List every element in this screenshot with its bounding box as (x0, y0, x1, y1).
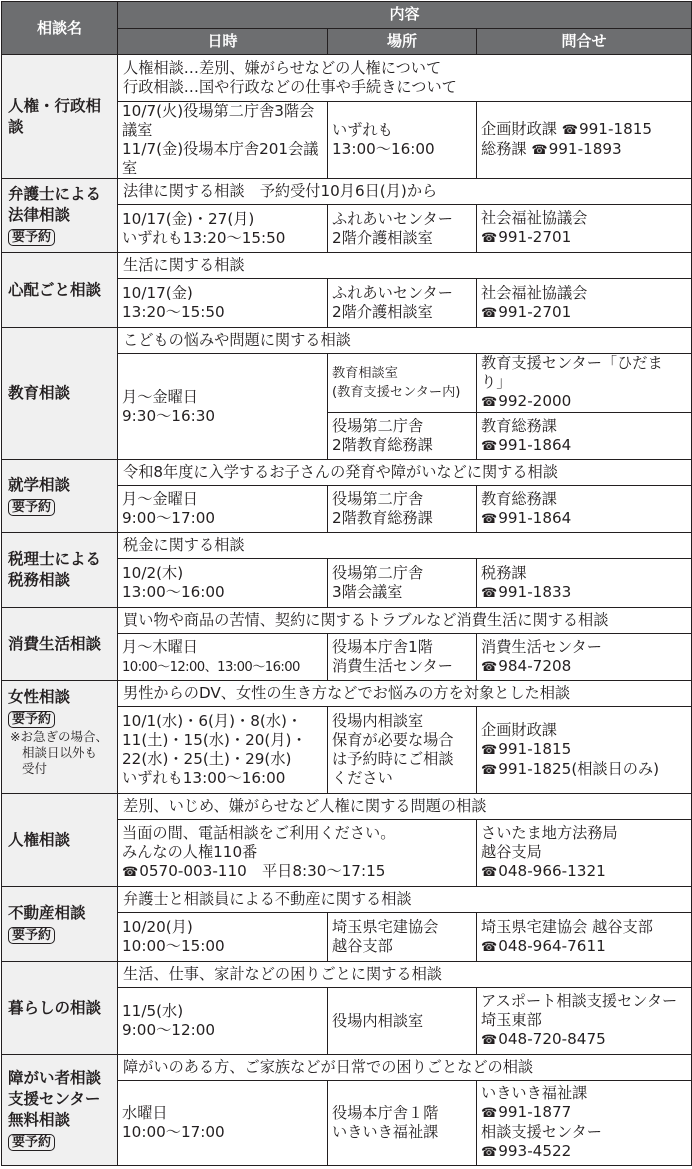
phone-icon: ☎ (481, 1033, 498, 1048)
contact-tel: 991-1893 (548, 140, 622, 158)
contact-tel: 048-964-7611 (498, 936, 606, 955)
phone-icon: ☎ (481, 511, 498, 527)
contact (477, 634, 692, 681)
phone-icon: ☎ (481, 231, 498, 246)
contact-tel: 993-4522 (498, 1142, 572, 1160)
datetime: 10/17(金) 13:20〜15:50 (118, 279, 328, 328)
contact-org: 教育総務課 (481, 489, 557, 508)
place: 役場第二庁舎 2階教育総務課 (328, 413, 477, 460)
row-shinpaigoto (2, 253, 692, 279)
contact-tel: 991-1815 (498, 739, 572, 758)
description: 法律に関する相談 予約受付10月6日(月)から (118, 179, 692, 205)
contact-tel: 991-1825(相談日のみ) (498, 759, 660, 778)
place: いずれも 13:00〜16:00 (328, 102, 477, 179)
place: 埼玉県宅建協会 越谷支部 (328, 913, 477, 962)
contact-org: 企画財政課 (481, 120, 557, 138)
category-name: 教育相談 (2, 328, 118, 460)
place: ふれあいセンター 2階介護相談室 (328, 205, 477, 253)
place: 役場本庁舎１階 いきいき福祉課 (328, 1081, 477, 1166)
contact (477, 559, 692, 608)
category-name: 不動産相談 (8, 904, 86, 922)
row-kurashi (2, 962, 692, 988)
row-kyoiku (2, 328, 692, 354)
datetime-days: 月〜木曜日 (122, 637, 198, 656)
contact-tel: 048-720-8475 (498, 1030, 606, 1048)
datetime: 10/2(木) 13:00〜16:00 (118, 559, 328, 608)
contact (477, 279, 692, 328)
category-name: 消費生活相談 (2, 608, 118, 681)
description: 生活、仕事、家計などの困りごとに関する相談 (118, 962, 692, 988)
phone-icon: ☎ (481, 585, 498, 601)
description: 人権相談…差別、嫌がらせなどの人権について 行政相談…国や行政などの仕事や手続きについて (118, 55, 692, 102)
detail-text: 当面の間、電話相談をご利用ください。 みんなの人権110番 (122, 824, 396, 861)
reservation-required-badge: 要予約 (8, 499, 55, 516)
row-bengoshi (2, 179, 692, 205)
phone-icon: ☎ (481, 305, 498, 321)
contact-org: いきいき福祉課 (481, 1084, 588, 1102)
category-cell (2, 179, 118, 253)
contact-tel: 991-1864 (498, 508, 572, 527)
contact-tel: 991-1864 (498, 435, 572, 454)
detail-tel: 0570-003-110 平日8:30〜17:15 (139, 862, 386, 880)
contact-tel: 991-2701 (498, 228, 572, 246)
reservation-required-badge: 要予約 (8, 1134, 55, 1151)
contact-org: さいたま地方法務局 越谷支局 (481, 824, 618, 861)
phone-icon: ☎ (481, 395, 498, 410)
datetime: 10/1(水)・6(月)・8(水)・ 11(土)・15(水)・20(月)・ 22(水)・25(土)・29(水) いずれも13:00〜16:00 (118, 707, 328, 794)
row-jinken-gyosei (2, 55, 692, 102)
contact-org: 税務課 (481, 563, 527, 582)
datetime: 10/7(火)役場第二庁舎3階会議室 11/7(金)役場本庁舎201会議室 (118, 102, 328, 179)
place: 役場内相談室 保育が必要な場合 は予約時にご相談 ください (328, 707, 477, 794)
description: こどもの悩みや問題に関する相談 (118, 328, 692, 354)
category-cell (2, 460, 118, 533)
contact-org: 埼玉県宅建協会 越谷支部 (481, 917, 653, 936)
phone-icon: ☎ (481, 742, 498, 758)
reservation-required-badge: 要予約 (8, 229, 55, 246)
description: 税金に関する相談 (118, 533, 692, 559)
header-datetime: 日時 (118, 28, 328, 55)
row-shohiseikatsu (2, 608, 692, 634)
contact-org: 社会福祉協議会 (481, 283, 588, 302)
category-name: 人権相談 (2, 794, 118, 887)
contact (477, 913, 692, 962)
detail (118, 820, 477, 887)
category-name: 人権・行政相談 (2, 55, 118, 179)
row-josei (2, 681, 692, 707)
description: 差別、いじめ、嫌がらせなど人権に関する問題の相談 (118, 794, 692, 820)
place: 役場第二庁舎 2階教育総務課 (328, 486, 477, 533)
reservation-required-badge: 要予約 (8, 927, 55, 944)
contact-tel: 991-2701 (498, 302, 572, 321)
datetime: 10/17(金)・27(月) いずれも13:20〜15:50 (118, 205, 328, 253)
contact-org: 消費生活センター (481, 637, 602, 656)
reservation-required-badge: 要予約 (8, 711, 55, 728)
phone-icon: ☎ (122, 865, 139, 880)
contact-tel: 992-2000 (498, 392, 572, 410)
contact-org: 相談支援センター (481, 1123, 602, 1141)
header-row (2, 2, 692, 29)
contact-tel: 048-966-1321 (498, 862, 606, 880)
contact (477, 354, 692, 413)
phone-icon: ☎ (531, 143, 548, 158)
row-shugaku (2, 460, 692, 486)
contact-tel: 991-1815 (578, 120, 653, 138)
contact-org: 教育支援センター「ひだまり」 (481, 354, 663, 391)
description: 買い物や商品の苦情、契約に関するトラブルなど消費生活に関する相談 (118, 608, 692, 634)
datetime-hours: 10:00〜12:00、13:00〜16:00 (122, 659, 300, 675)
phone-icon: ☎ (481, 865, 498, 880)
place: 役場内相談室 (328, 988, 477, 1055)
contact (477, 102, 692, 179)
contact-org: アスポート相談支援センター 埼玉東部 (481, 992, 678, 1029)
description: 男性からのDV、女性の生き方などでお悩みの方を対象とした相談 (118, 681, 692, 707)
category-name: 暮らしの相談 (2, 962, 118, 1055)
urgent-note: ※お急ぎの場合、 相談日以外も 受付 (10, 729, 108, 776)
phone-icon: ☎ (481, 1145, 498, 1160)
phone-icon: ☎ (481, 939, 498, 955)
category-name: 女性相談 (8, 688, 71, 706)
row-zeirishi (2, 533, 692, 559)
place: ふれあいセンター 2階介護相談室 (328, 279, 477, 328)
place: 役場本庁舎1階 消費生活センター (328, 634, 477, 681)
row-fudosan (2, 887, 692, 913)
contact (477, 1081, 692, 1166)
contact (477, 413, 692, 460)
contact (477, 988, 692, 1055)
category-name: 弁護士による 法律相談 (8, 185, 102, 224)
phone-icon: ☎ (481, 762, 498, 778)
header-category: 相談名 (2, 2, 118, 55)
contact-org: 総務課 (481, 140, 527, 158)
contact-tel: 991-1833 (498, 582, 572, 601)
contact-org: 教育総務課 (481, 416, 557, 435)
contact-org: 企画財政課 (481, 720, 557, 739)
contact (477, 486, 692, 533)
phone-icon: ☎ (481, 438, 498, 454)
consultation-table (1, 1, 692, 1166)
category-cell (2, 887, 118, 962)
description: 生活に関する相談 (118, 253, 692, 279)
place: 役場第二庁舎 3階会議室 (328, 559, 477, 608)
phone-icon: ☎ (481, 659, 498, 675)
datetime (118, 634, 328, 681)
category-cell (2, 681, 118, 794)
category-name: 就学相談 (8, 476, 71, 494)
description: 障がいのある方、ご家族などが日常での困りごとなどの相談 (118, 1055, 692, 1081)
header-content: 内容 (118, 2, 692, 29)
row-jinken (2, 794, 692, 820)
category-name: 障がい者相談 支援センター 無料相談 (8, 1069, 102, 1129)
datetime: 水曜日 10:00〜17:00 (118, 1081, 328, 1166)
description: 令和8年度に入学するお子さんの発育や障がいなどに関する相談 (118, 460, 692, 486)
datetime: 11/5(水) 9:00〜12:00 (118, 988, 328, 1055)
contact (477, 820, 692, 887)
contact-org: 社会福祉協議会 (481, 209, 588, 227)
header-contact: 問合せ (477, 28, 692, 55)
place: 教育相談室 (教育支援センター内) (328, 354, 477, 413)
row-shogaisha (2, 1055, 692, 1081)
description: 弁護士と相談員による不動産に関する相談 (118, 887, 692, 913)
datetime: 月〜金曜日 9:00〜17:00 (118, 486, 328, 533)
phone-icon: ☎ (561, 123, 578, 138)
category-name: 税理士による 税務相談 (2, 533, 118, 608)
header-place: 場所 (328, 28, 477, 55)
contact-tel: 984-7208 (498, 656, 572, 675)
phone-icon: ☎ (481, 1106, 498, 1121)
category-name: 心配ごと相談 (2, 253, 118, 328)
contact (477, 707, 692, 794)
contact (477, 205, 692, 253)
contact-tel: 991-1877 (498, 1103, 572, 1121)
datetime: 10/20(月) 10:00〜15:00 (118, 913, 328, 962)
category-cell (2, 1055, 118, 1166)
datetime: 月〜金曜日 9:30〜16:30 (118, 354, 328, 460)
